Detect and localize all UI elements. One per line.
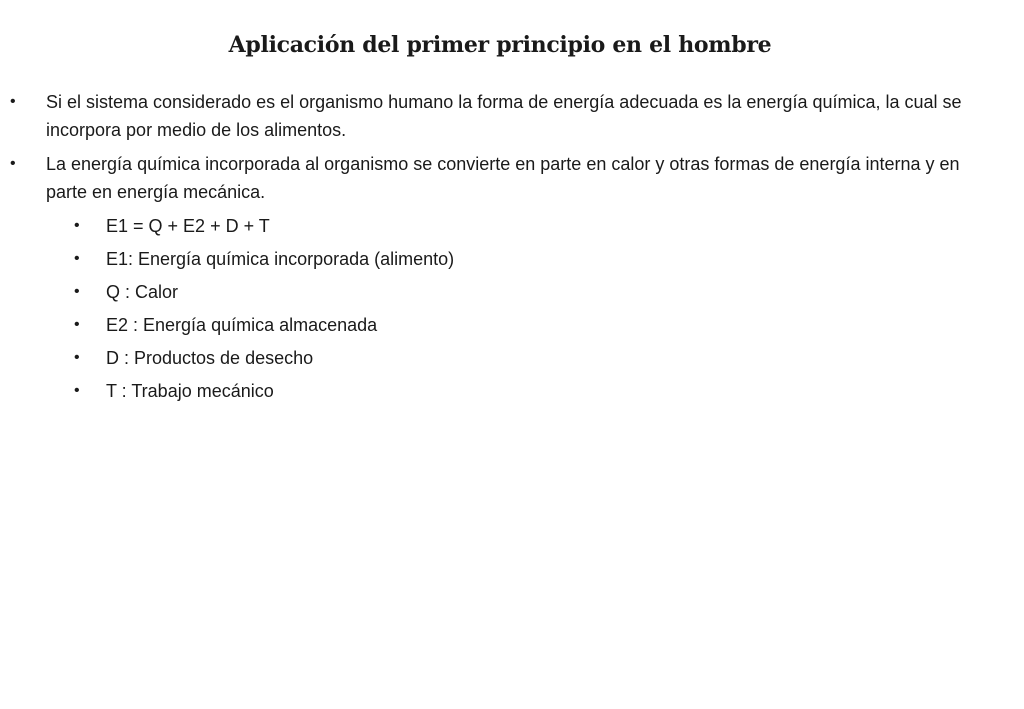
bullet-marker: • — [74, 283, 80, 300]
bullet-marker: • — [74, 217, 80, 234]
bullet-marker: • — [10, 155, 16, 172]
bullet-item — [0, 88, 976, 144]
bullet-text: Si el sistema considerado es el organismo humano la forma de energía adecuada es la energía química, la cual se incorpora por medio de los alimentos. — [46, 92, 962, 140]
bullet-text: La energía química incorporada al organismo se convierte en parte en calor y otras formas de energía interna y en parte en energía mecánica. — [46, 154, 960, 202]
bullet-marker: • — [10, 93, 16, 110]
sub-bullet-item — [0, 311, 956, 339]
definition-text: E2 : Energía química almacenada — [106, 315, 378, 335]
bullet-list — [0, 88, 1024, 410]
equation-text: E1 = Q + E2 + D + T — [106, 216, 270, 236]
definition-text: Q : Calor — [106, 282, 179, 302]
sub-bullet-item — [0, 377, 956, 405]
bullet-item — [0, 150, 976, 206]
sub-bullet-item — [0, 278, 956, 306]
bullet-marker: • — [74, 382, 80, 399]
definition-text: D : Productos de desecho — [106, 348, 314, 368]
sub-bullet-item — [0, 212, 956, 240]
definition-text: E1: Energía química incorporada (alimento) — [106, 249, 455, 269]
definition-text: T : Trabajo mecánico — [106, 381, 274, 401]
bullet-marker: • — [74, 349, 80, 366]
bullet-marker: • — [74, 250, 80, 267]
sub-bullet-item — [0, 344, 956, 372]
bullet-marker: • — [74, 316, 80, 333]
slide-title: Aplicación del primer principio en el hombre — [228, 32, 772, 58]
sub-bullet-item — [0, 245, 956, 273]
